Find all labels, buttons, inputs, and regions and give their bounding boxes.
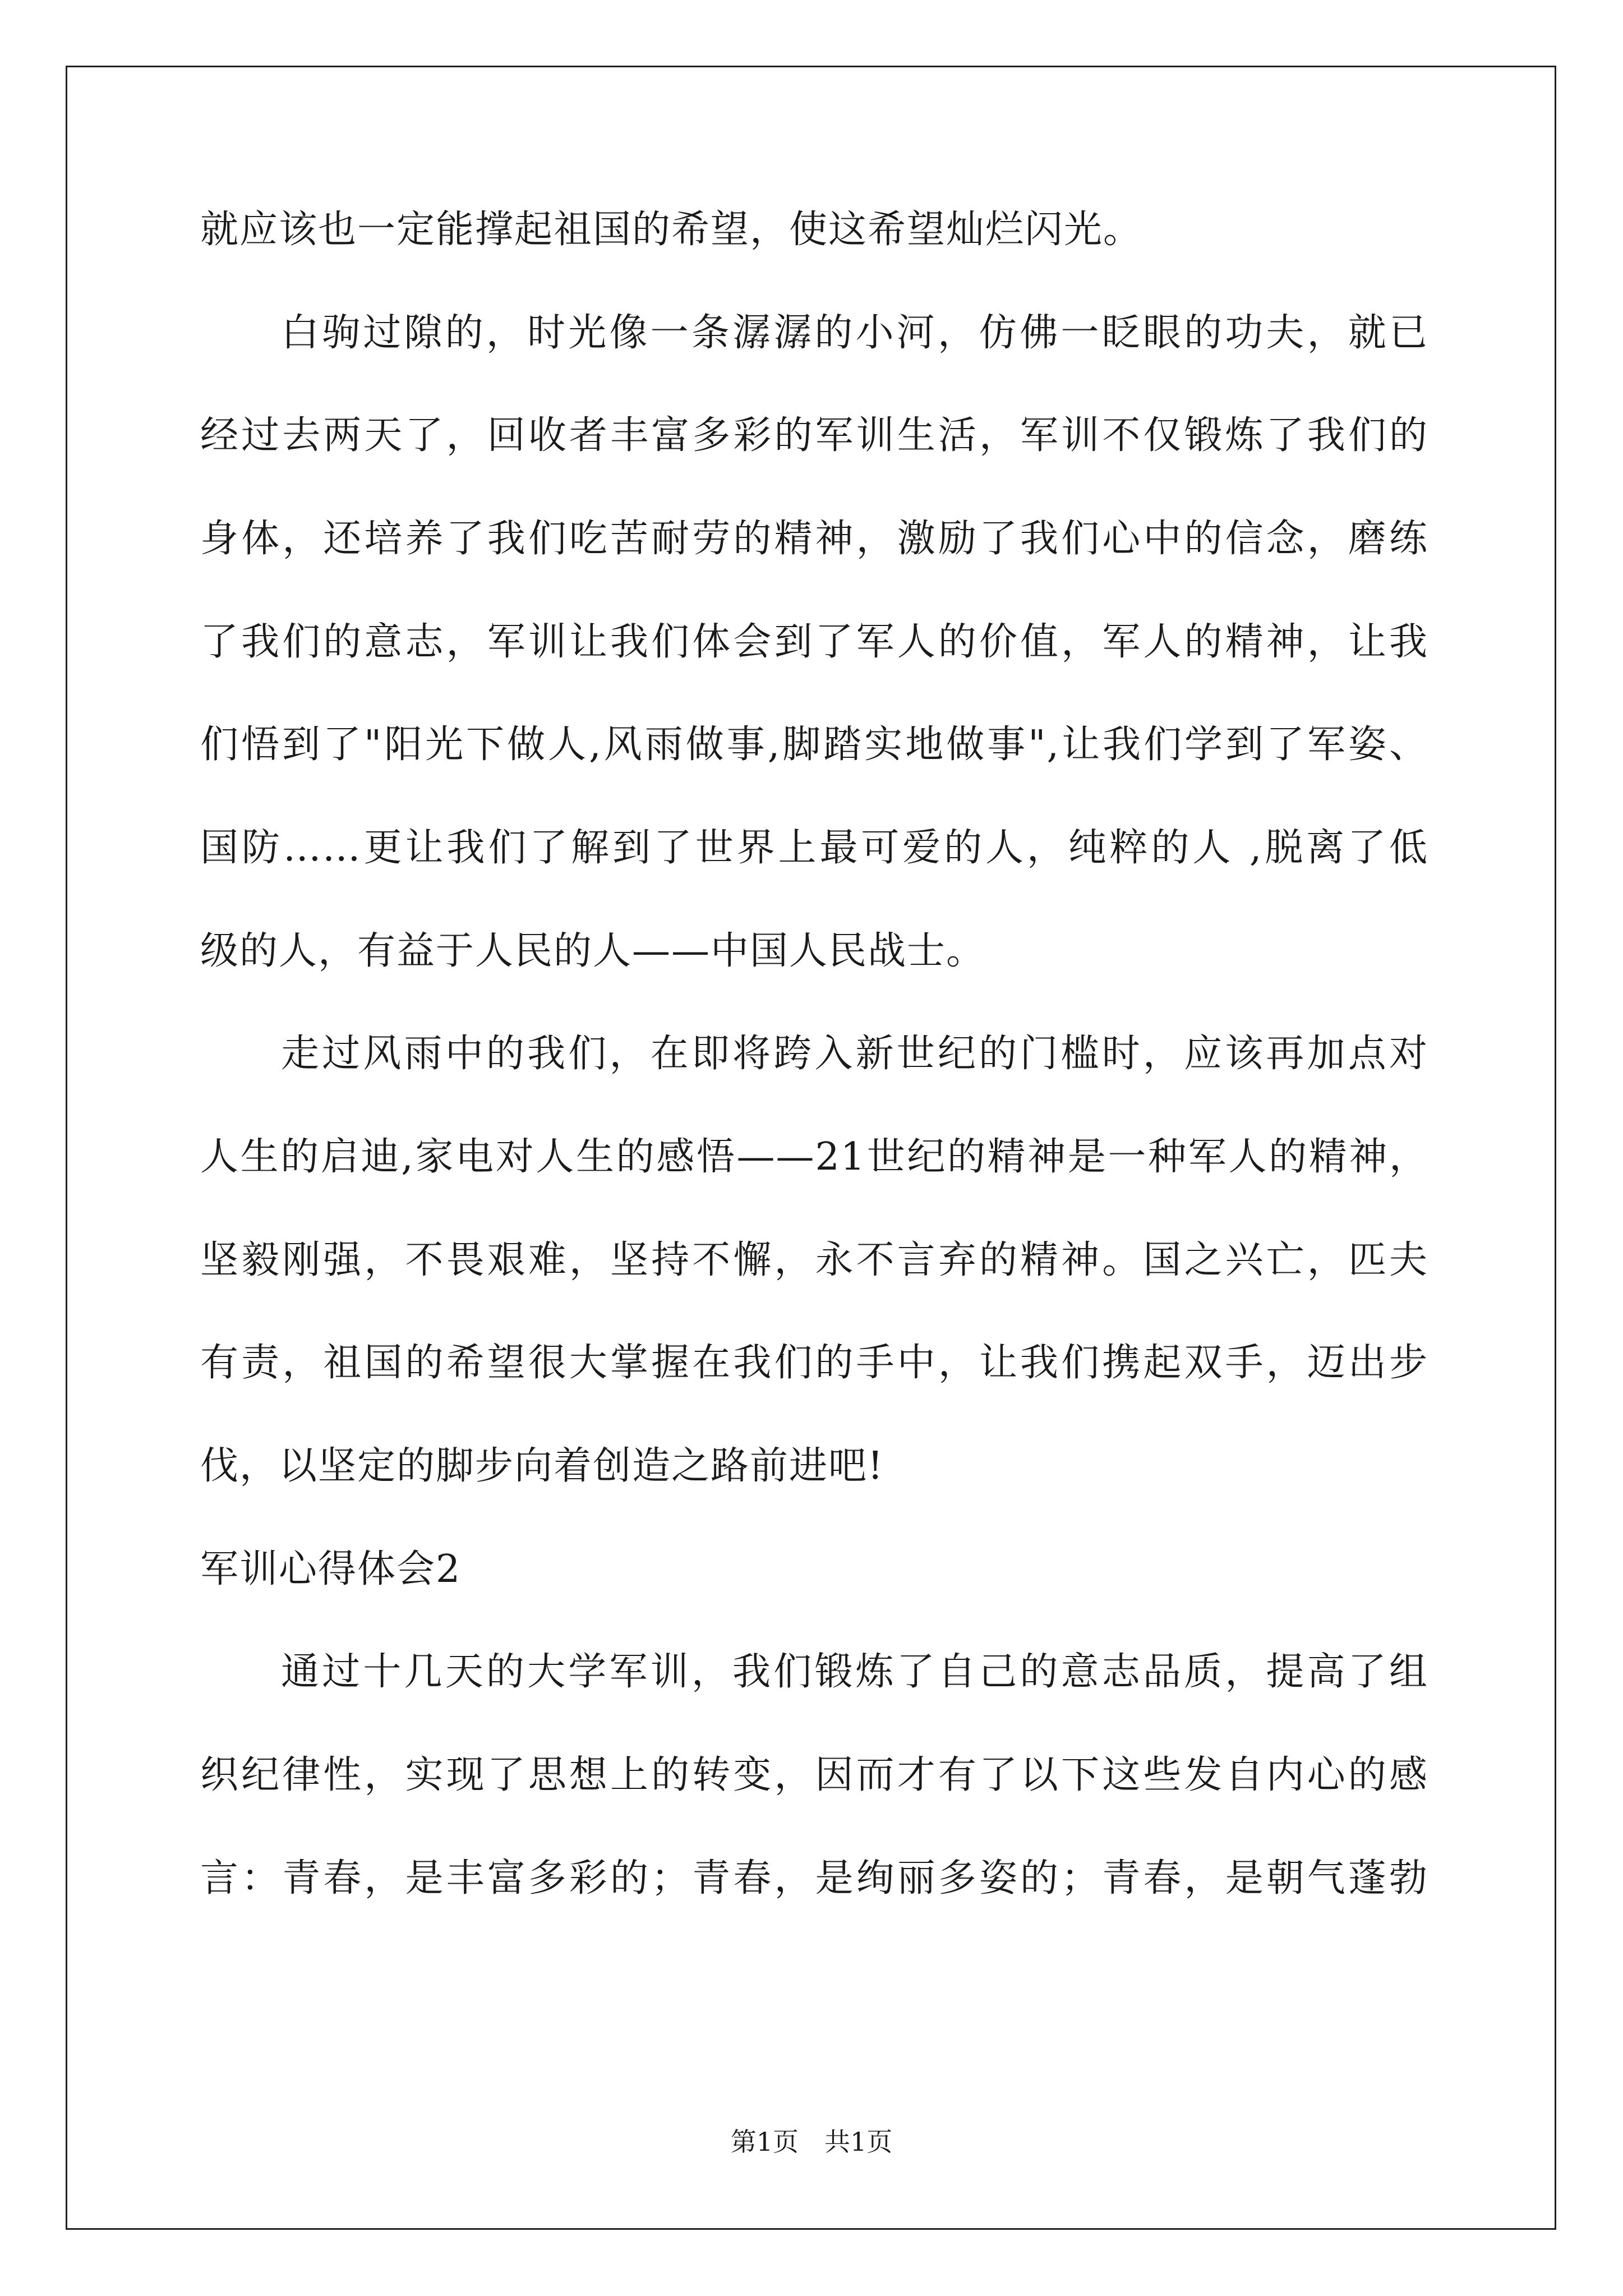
paragraph-line: 级的人，有益于人民的人——中国人民战士。 bbox=[200, 929, 986, 973]
paragraph-line: 们悟到了"阳光下做人,风雨做事,脚踏实地做事",让我们学到了军姿、 bbox=[200, 723, 1428, 767]
paragraph-line: 言：青春，是丰富多彩的；青春，是绚丽多姿的；青春，是朝气蓬勃 bbox=[200, 1856, 1428, 1901]
paragraph-line: 伐，以坚定的脚步向着创造之路前进吧! bbox=[200, 1444, 884, 1488]
paragraph-line: 就应该也一定能撑起祖国的希望，使这希望灿烂闪光。 bbox=[200, 208, 1143, 252]
paragraph-line: 经过去两天了，回收者丰富多彩的军训生活，军训不仅锻炼了我们的 bbox=[200, 413, 1428, 458]
paragraph-line: 人生的启迪,家电对人生的感悟——21世纪的精神是一种军人的精神， bbox=[200, 1135, 1428, 1179]
paragraph-line: 通过十几天的大学军训，我们锻炼了自己的意志品质，提高了组 bbox=[281, 1650, 1428, 1694]
paragraph-line: 白驹过隙的，时光像一条潺潺的小河，仿佛一眨眼的功夫，就已 bbox=[281, 311, 1428, 355]
paragraph-line: 织纪律性，实现了思想上的转变，因而才有了以下这些发自内心的感 bbox=[200, 1753, 1428, 1797]
paragraph-line: 走过风雨中的我们，在即将跨入新世纪的门槛时，应该再加点对 bbox=[281, 1032, 1428, 1076]
paragraph-line: 了我们的意志，军训让我们体会到了军人的价值，军人的精神，让我 bbox=[200, 620, 1428, 664]
paragraph-line: 有责，祖国的希望很大掌握在我们的手中，让我们携起双手，迈出步 bbox=[200, 1341, 1428, 1385]
section-heading: 军训心得体会2 bbox=[200, 1547, 462, 1591]
paragraph-line: 身体，还培养了我们吃苦耐劳的精神，激励了我们心中的信念，磨练 bbox=[200, 517, 1428, 561]
paragraph-line: 坚毅刚强，不畏艰难，坚持不懈，永不言弃的精神。国之兴亡，匹夫 bbox=[200, 1238, 1428, 1282]
page-footer: 第1页 共1页 bbox=[730, 2127, 893, 2157]
paragraph-line: 国防……更让我们了解到了世界上最可爱的人，纯粹的人 ,脱离了低 bbox=[200, 826, 1428, 870]
